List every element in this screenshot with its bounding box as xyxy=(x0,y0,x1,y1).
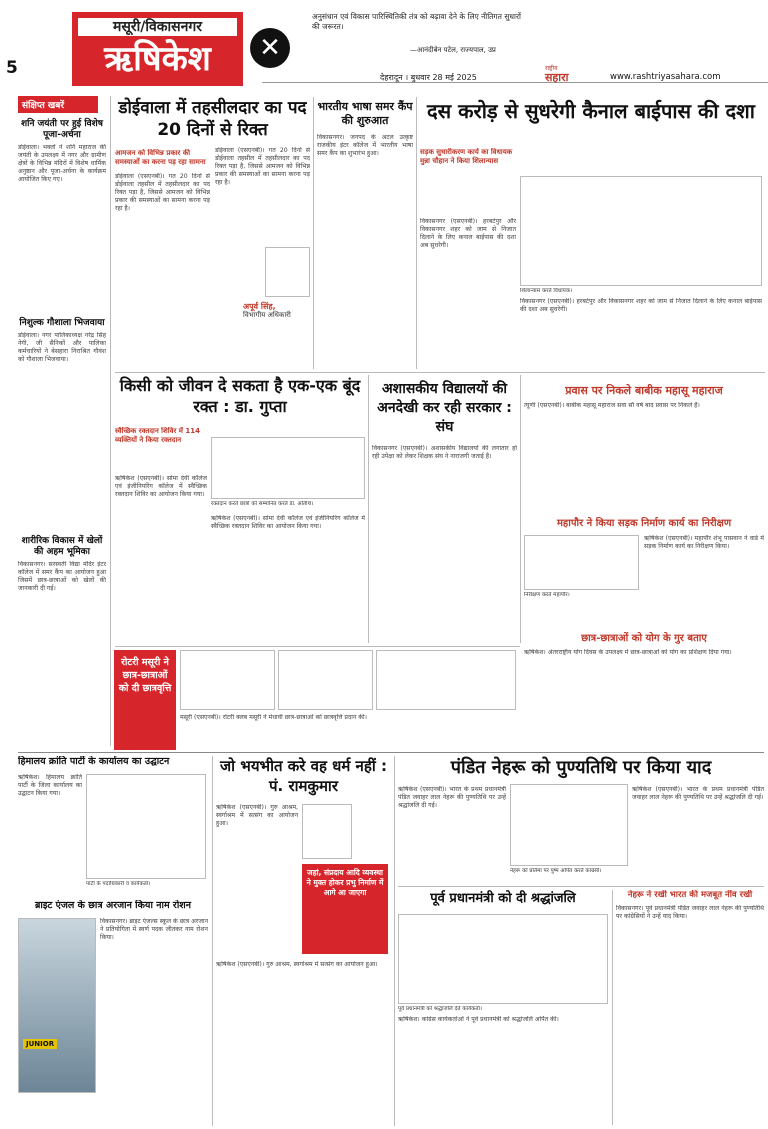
party-photo xyxy=(86,774,206,879)
article-himalaya-kranti xyxy=(18,756,208,896)
headline: छात्र-छात्राओं को योग के गुर बताए xyxy=(581,633,707,644)
article-body: ऋषिकेश (एसएनबी)। गुरु आश्रम, स्वर्गाश्रम में सत्संग का आयोजन हुआ। xyxy=(216,804,298,827)
article-blood-donation xyxy=(115,375,365,643)
speaker-photo xyxy=(302,804,352,859)
article-ramkumar xyxy=(216,756,391,1126)
quote-name: अपूर्व सिंह, xyxy=(243,302,276,311)
nehru-photo xyxy=(510,784,628,866)
headline: महापौर ने किया सड़क निर्माण कार्य का निरीक्षण xyxy=(556,518,732,529)
site-url: www.rashtriyasahara.com xyxy=(610,72,721,82)
article-canal-bypass xyxy=(420,98,762,370)
headline: अशासकीय विद्यालयों की अनदेखी कर रही सरकार : संघ xyxy=(377,381,512,435)
headline: प्रवास पर निकले बाबीक महासू महाराज xyxy=(565,384,723,397)
article-body: ऋषिकेश (एसएनबी)। सोमा देवी कॉलेज एवं इंजीनियरिंग कॉलेज में स्वैच्छिक रक्तदान शिविर का आयोजन किया गया। xyxy=(115,475,207,498)
masthead xyxy=(0,0,768,92)
headline: पंडित नेहरू को पुण्यतिथि पर किया याद xyxy=(450,757,712,778)
article-body: डोईवाला (एसएनबी)। गत 20 दिनों से डोईवाला तहसील में तहसीलदार का पद रिक्त पड़ा है, जिससे आमजन को विभिन्न प्रकार की समस्याओं का सामना करना पड़ रहा है। xyxy=(115,173,210,212)
article-body-2: डोईवाला (एसएनबी)। गत 20 दिनों से डोईवाला तहसील में तहसीलदार का पद रिक्त पड़ा है, जिससे आमजन को विभिन्न प्रकार की समस्याओं का सामना करना पड़ रहा है। xyxy=(215,147,310,186)
article-rotary xyxy=(114,650,176,750)
rotary-photo-3 xyxy=(376,650,516,710)
sidebar-item-body: डोईवाला। भक्तों ने शनि महाराज की जयंती के उपलक्ष्य में नगर और ग्रामीण क्षेत्रों के विभिन्न मंदिरों में विशेष धार्मिक अनुष्ठान और पूजा-अर्चना के कार्यक्रम आयोजित किए गए। xyxy=(18,144,106,183)
page-number: 5 xyxy=(6,58,18,78)
article-ashaskiya xyxy=(372,380,517,645)
article-bright-angel xyxy=(18,900,208,1125)
sidebar-item-body: डोईवाला। नगर पालिकाध्यक्ष नरेंद्र सिंह नेगी, जी सैनिकों और पालिका कर्मचारियों ने बेसहारा निराश्रित गौवंश को गौशाला भिजवाया। xyxy=(18,332,106,363)
header-quote-author: —आनंदीबेन पटेल, राज्यपाल, उप्र xyxy=(410,46,496,54)
sidebar-item-head: निशुल्क गौशाला भिजवाया xyxy=(19,318,105,328)
article-body: ऋषिकेश। हिमालय क्रांति पार्टी के जिला कार्यालय का उद्घाटन किया गया। xyxy=(18,774,82,797)
article-body: ऋषिकेश (एसएनबी)। भारत के प्रथम प्रधानमंत्री पंडित जवाहर लाल नेहरू की पुण्यतिथि पर उन्हें श्रद्धांजलि दी गई। xyxy=(398,786,506,809)
tribute-photo xyxy=(398,914,608,1004)
article-body: विकासनगर। जनपद के अटल उत्कृष्ट राजकीय इंटर कॉलेज में भारतीय भाषा समर कैंप का शुभारंभ हुआ। xyxy=(317,134,413,157)
article-body: विकासनगर (एसएनबी)। अशासकीय विद्यालयों की लगातार हो रही उपेक्षा को लेकर शिक्षक संघ ने नाराजगी जताई है। xyxy=(372,445,517,460)
sidebar-item-head: शारीरिक विकास में खेलों की अहम भूमिका xyxy=(21,536,103,557)
article-body: विकासनगर। ब्राइट एंजल्स स्कूल के छात्र अरजान ने प्रतियोगिता में स्वर्ण पदक जीतकर नाम रोशन किया। xyxy=(100,918,208,941)
headline: भारतीय भाषा समर कैंप की शुरुआत xyxy=(317,100,413,127)
headline: नेहरू ने रखी भारत की मजबूत नींव रखी xyxy=(627,890,753,900)
masthead-title-top: मसूरी/विकासनगर xyxy=(78,18,237,36)
article-body-2: ऋषिकेश (एसएनबी)। सोमा देवी कॉलेज एवं इंजीनियरिंग कॉलेज में स्वैच्छिक रक्तदान शिविर का आयोजन किया गया। xyxy=(211,515,365,530)
headline: हिमालय क्रांति पार्टी के कार्यालय का उद्घाटन xyxy=(18,756,170,767)
photo-caption: पूर्व प्रधानमंत्री को श्रद्धांजलि देते कार्यकर्ता। xyxy=(398,1006,483,1012)
rotary-photo-1 xyxy=(180,650,275,710)
headline: ब्राइट एंजल के छात्र अरजान किया नाम रोशन xyxy=(34,900,192,911)
article-mahapaur xyxy=(524,517,764,632)
photo-caption: पार्टी के पदाधिकारी व कार्यकर्ता। xyxy=(86,881,151,887)
photo-caption: रक्तदान करते छात्रों को सम्मानित करते डा. अतिथि। xyxy=(211,501,314,507)
article-body: विकासनगर। पूर्व प्रधानमंत्री पंडित जवाहर लाल नेहरू की पुण्यतिथि पर कांग्रेसियों ने उन्हें याद किया। xyxy=(616,905,764,920)
article-nehru-neev xyxy=(616,890,764,1125)
x-logo-icon: ✕ xyxy=(250,28,290,68)
sidebar-item-head: शनि जयंती पर हुई विशेष पूजा-अर्चना xyxy=(21,119,103,140)
masthead-logo-box xyxy=(70,10,245,88)
article-body: विकासनगर (एसएनबी)। हरबर्टपुर और विकासनगर शहर को जाम से निजात दिलाने के लिए कनाल बाईपास की दशा अब सुधरेगी। xyxy=(420,218,516,249)
article-body: ऋषिकेश। कांग्रेस कार्यकर्ताओं ने पूर्व प्रधानमंत्री को श्रद्धांजलि अर्पित की। xyxy=(398,1016,559,1023)
article-purva-pm xyxy=(398,890,608,1125)
subhead: सड़क सुधारीकरण कार्य का विधायक मुन्ना चौहान ने किया शिलान्यास xyxy=(420,148,513,165)
subhead: आमजन को विभिन्न प्रकार की समस्याओं का करना पड़ रहा सामना xyxy=(115,149,206,166)
headline: डोईवाला में तहसीलदार का पद 20 दिनों से रिक्त xyxy=(118,98,307,140)
student-photo xyxy=(18,918,96,1093)
rotary-photo-2 xyxy=(278,650,373,710)
article-yoga xyxy=(524,632,764,750)
photo-caption: शिलान्यास करते विधायक। xyxy=(520,288,573,294)
article-body: ऋषिकेश (एसएनबी)। महापौर शंभू पासवान ने वार्ड में सड़क निर्माण कार्य का निरीक्षण किया। xyxy=(644,535,764,550)
sidebar-item-body: विकासनगर। सरस्वती विद्या मंदिर इंटर कॉलेज में समर कैंप का आयोजन हुआ जिसमें छात्र-छात्राओं को खेलों की जानकारी दी गई। xyxy=(18,561,106,592)
dateline: देहरादून । बुधवार 28 मई 2025 xyxy=(380,73,477,82)
article-bhasha-camp xyxy=(317,100,413,370)
brand-small: राष्ट्रीय xyxy=(545,65,558,72)
rotary-body: मसूरी (एसएनबी)। रोटरी क्लब मसूरी ने मेधावी छात्र-छात्राओं को छात्रवृत्ति प्रदान की। xyxy=(180,714,367,721)
brand-name: सहारा xyxy=(545,71,569,84)
article-body-2: ऋषिकेश (एसएनबी)। गुरु आश्रम, स्वर्गाश्रम में सत्संग का आयोजन हुआ। xyxy=(216,961,378,968)
badge-junior: JUNIOR xyxy=(23,1039,57,1049)
quote-role: विभागीय अधिकारी xyxy=(243,311,291,319)
photo-caption: निरीक्षण करते महापौर। xyxy=(524,592,570,598)
subhead: स्वैच्छिक रक्तदान शिविर में 114 व्यक्तियों ने किया रक्तदान xyxy=(115,427,200,444)
inspection-photo xyxy=(524,535,639,590)
event-photo xyxy=(211,437,365,499)
headline: पूर्व प्रधानमंत्री को दी श्रद्धांजलि xyxy=(430,891,576,906)
pull-quote xyxy=(302,864,388,954)
header-quote: अनुसंधान एवं विकास पारिस्थितिकी तंत्र को बढ़ावा देने के लिए नीतिगत सुधारों की जरूरत। xyxy=(312,12,521,31)
article-body: त्यूणी (एसएनबी)। बाबीक महासू महाराज सवा सौ वर्ष बाद प्रवास पर निकले हैं। xyxy=(524,402,700,409)
headline: रोटरी मसूरी ने छात्र-छात्राओं को दी छात्रवृत्ति xyxy=(118,657,172,694)
article-body-2: विकासनगर (एसएनबी)। हरबर्टपुर और विकासनगर शहर को जाम से निजात दिलाने के लिए कनाल बाईपास की दशा अब सुधरेगी। xyxy=(520,298,762,313)
sidebar xyxy=(18,96,106,746)
article-mahasu xyxy=(524,384,764,514)
headline: किसी को जीवन दे सकता है एक-एक बूंद रक्त : डा. गुप्ता xyxy=(119,376,361,416)
lead-photo xyxy=(520,176,762,286)
pull-quote-text: जहां, संप्रदाय आदि व्यवस्था ने मुक्त होकर प्रभु निर्माण में आगे आ जाएगा xyxy=(306,868,384,897)
sidebar-label: संक्षिप्त खबरें xyxy=(18,96,98,113)
masthead-title-main: ऋषिकेश xyxy=(104,39,211,79)
photo-caption: नेहरू को प्रतिमा पर पुष्प अर्पित करते कांग्रेसी। xyxy=(510,868,602,874)
article-body-2: ऋषिकेश (एसएनबी)। भारत के प्रथम प्रधानमंत्री पंडित जवाहर लाल नेहरू की पुण्यतिथि पर उन्हें श्रद्धांजलि दी गई। xyxy=(632,786,764,801)
article-tehsildar xyxy=(115,97,310,369)
portrait-photo xyxy=(265,247,310,297)
article-nehru xyxy=(398,756,764,884)
headline: जो भयभीत करे वह धर्म नहीं : पं. रामकुमार xyxy=(220,757,387,795)
article-body: ऋषिकेश। अंतरराष्ट्रीय योग दिवस के उपलक्ष्य में छात्र-छात्राओं को योग का प्रशिक्षण दिया गया। xyxy=(524,649,732,656)
headline: दस करोड़ से सुधरेगी कैनाल बाईपास की दशा xyxy=(427,99,755,123)
